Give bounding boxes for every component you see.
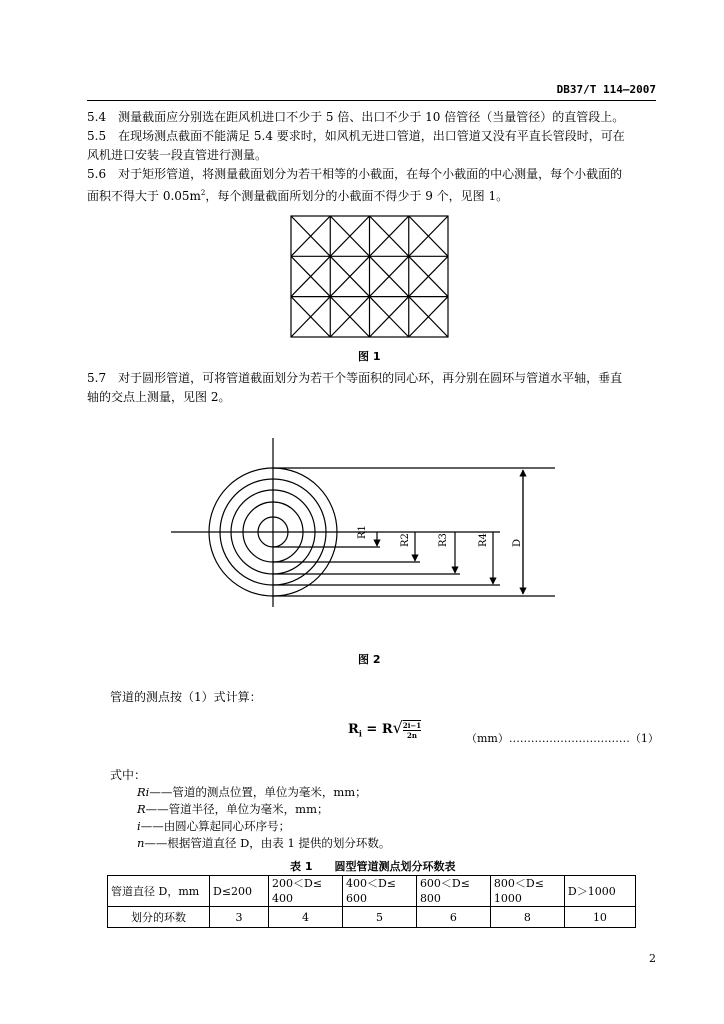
table-cell: 400＜D≤ 600 <box>342 876 416 907</box>
table-cell: 5 <box>342 907 416 928</box>
def-text: ——管道的测点位置，单位为毫米，mm； <box>149 785 367 799</box>
def-symbol: n <box>137 836 145 850</box>
section-5-4 <box>87 108 656 206</box>
table-cell: 8 <box>490 907 564 928</box>
table-cell: 划分的环数 <box>108 907 210 928</box>
section-5-7 <box>87 369 656 407</box>
table-1-title: 表 1 圆型管道测点划分环数表 <box>290 860 456 873</box>
label-r2: R2 <box>400 533 411 547</box>
table-cell: D＞1000 <box>564 876 635 907</box>
label-r4: R4 <box>478 533 489 547</box>
def-symbol: i <box>137 819 141 833</box>
table-cell: 管道直径 D，mm <box>108 876 210 907</box>
figure-1-grid <box>290 215 450 340</box>
formula-lhs: R <box>348 722 359 737</box>
def-text: ——根据管道直径 D，由表 1 提供的划分环数。 <box>144 836 391 850</box>
table-cell: 800＜D≤ 1000 <box>490 876 564 907</box>
page-number: 2 <box>649 952 656 965</box>
def-text: ——由圆心算起同心环序号； <box>140 819 291 833</box>
figure-1-caption: 图 1 <box>358 350 381 363</box>
where-label: 式中： <box>110 768 147 782</box>
formula-numerator: 2i−1 <box>402 720 422 730</box>
def-symbol: R <box>137 802 146 816</box>
table-cell: 3 <box>210 907 269 928</box>
table-cell: 6 <box>416 907 490 928</box>
table-cell: 4 <box>269 907 343 928</box>
para-5-6-text-a: 面积不得大于 0.05m <box>87 189 201 203</box>
table-cell: 10 <box>564 907 635 928</box>
label-r3: R3 <box>438 533 449 547</box>
table-cell: 200＜D≤ 400 <box>269 876 343 907</box>
superscript: 2 <box>200 189 206 197</box>
definition-i <box>137 818 390 835</box>
calc-intro: 管道的测点按（1）式计算： <box>110 690 262 704</box>
formula-unit: （mm）……………………………（1） <box>466 732 659 745</box>
para-5-7-line2: 轴的交点上测量，见图 2。 <box>87 390 231 404</box>
table-cell: D≤200 <box>210 876 269 907</box>
definitions-list <box>137 784 390 852</box>
formula-denominator: 2n <box>406 730 417 740</box>
document-id: DB37/T 114—2007 <box>556 83 656 96</box>
definition-n <box>137 835 390 852</box>
table-cell: 600＜D≤ 800 <box>416 876 490 907</box>
para-5-6-line2 <box>87 184 656 206</box>
para-5-6-text-b: ，每个测量截面所划分的小截面不得少于 9 个，见图 1。 <box>205 189 509 203</box>
formula-eq: = <box>366 722 378 737</box>
table-row <box>108 876 636 907</box>
header-rule <box>87 100 656 101</box>
formula-rhs: R <box>381 722 393 737</box>
table-row <box>108 907 636 928</box>
definition-r <box>137 801 390 818</box>
figure-2-rings <box>165 435 565 610</box>
formula-sub: i <box>358 728 362 739</box>
definition-ri <box>137 784 390 801</box>
para-5-6-line1: 5.6 对于矩形管道，将测量截面划分为若干相等的小截面，在每个小截面的中心测量，每个小截面的 <box>87 167 623 181</box>
table-1 <box>107 875 636 928</box>
para-5-7-line1: 5.7 对于圆形管道，可将管道截面划分为若干个等面积的同心环，再分别在圆环与管道水平轴，垂直 <box>87 371 623 385</box>
formula: $R_i = R√$ $\frac{2i-1}{2n}$ <box>348 718 422 740</box>
figure-2-caption: 图 2 <box>358 653 381 666</box>
def-text: ——管道半径，单位为毫米，mm； <box>145 802 329 816</box>
label-d: D <box>512 538 523 547</box>
label-r1: R1 <box>357 525 368 539</box>
para-5-5-line1: 5.5 在现场测点截面不能满足 5.4 要求时，如风机无进口管道，出口管道又没有平直长管段时，可在 <box>87 129 625 143</box>
para-5-5-line2: 风机进口安装一段直管进行测量。 <box>87 148 268 162</box>
def-symbol: Ri <box>137 785 150 799</box>
para-5-4: 5.4 测量截面应分别选在距风机进口不少于 5 倍、出口不少于 10 倍管径（当量管径）的直管段上。 <box>87 110 625 124</box>
